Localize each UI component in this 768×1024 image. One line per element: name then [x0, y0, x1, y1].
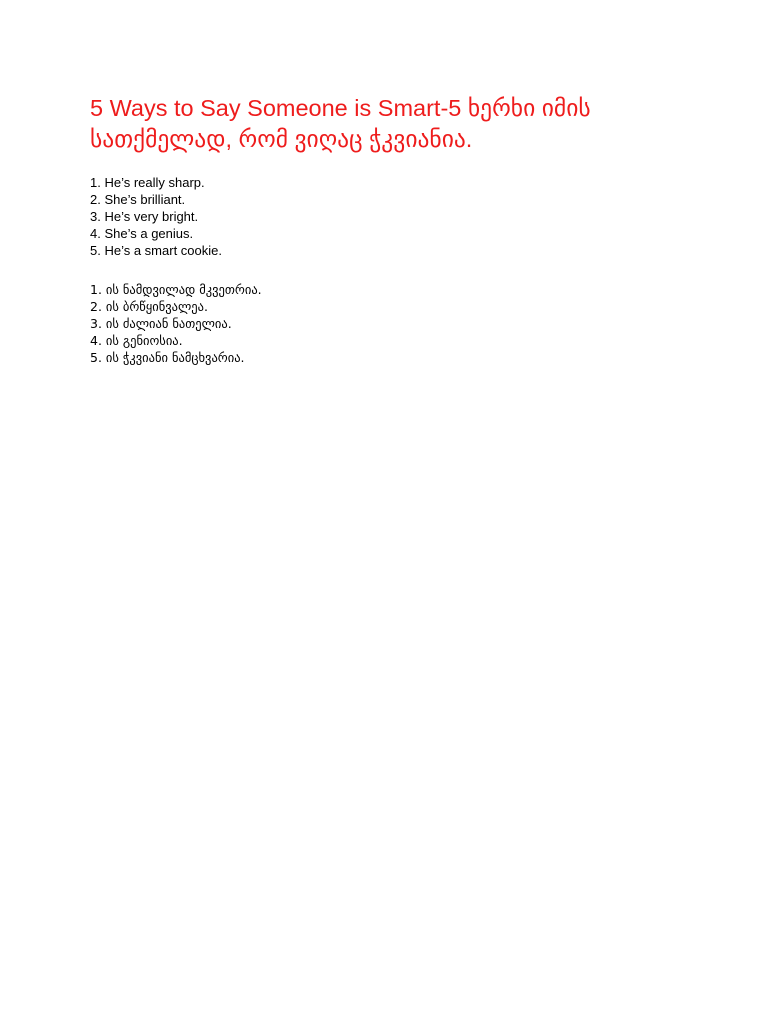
english-phrase-list [90, 174, 222, 259]
list-item: 3. ის ძალიან ნათელია. [90, 316, 232, 331]
list-item: 1. ის ნამდვილად მკვეთრია. [90, 282, 262, 297]
list-item: 3. He’s very bright. [90, 209, 199, 224]
list-item: 2. ის ბრწყინვალეა. [90, 299, 208, 314]
document-title: 5 Ways to Say Someone is Smart-5 ხერხი იმის სათქმელად, რომ ვიღაც ჭკვიანია. [90, 95, 591, 152]
list-item: 2. She’s brilliant. [90, 192, 186, 207]
list-item: 4. She’s a genius. [90, 226, 194, 241]
list-item: 4. ის გენიოსია. [90, 333, 183, 348]
list-item: 5. He’s a smart cookie. [90, 243, 222, 258]
list-item: 5. ის ჭკვიანი ნამცხვარია. [90, 350, 245, 365]
georgian-phrase-list [90, 281, 262, 366]
list-item: 1. He’s really sharp. [90, 175, 205, 190]
